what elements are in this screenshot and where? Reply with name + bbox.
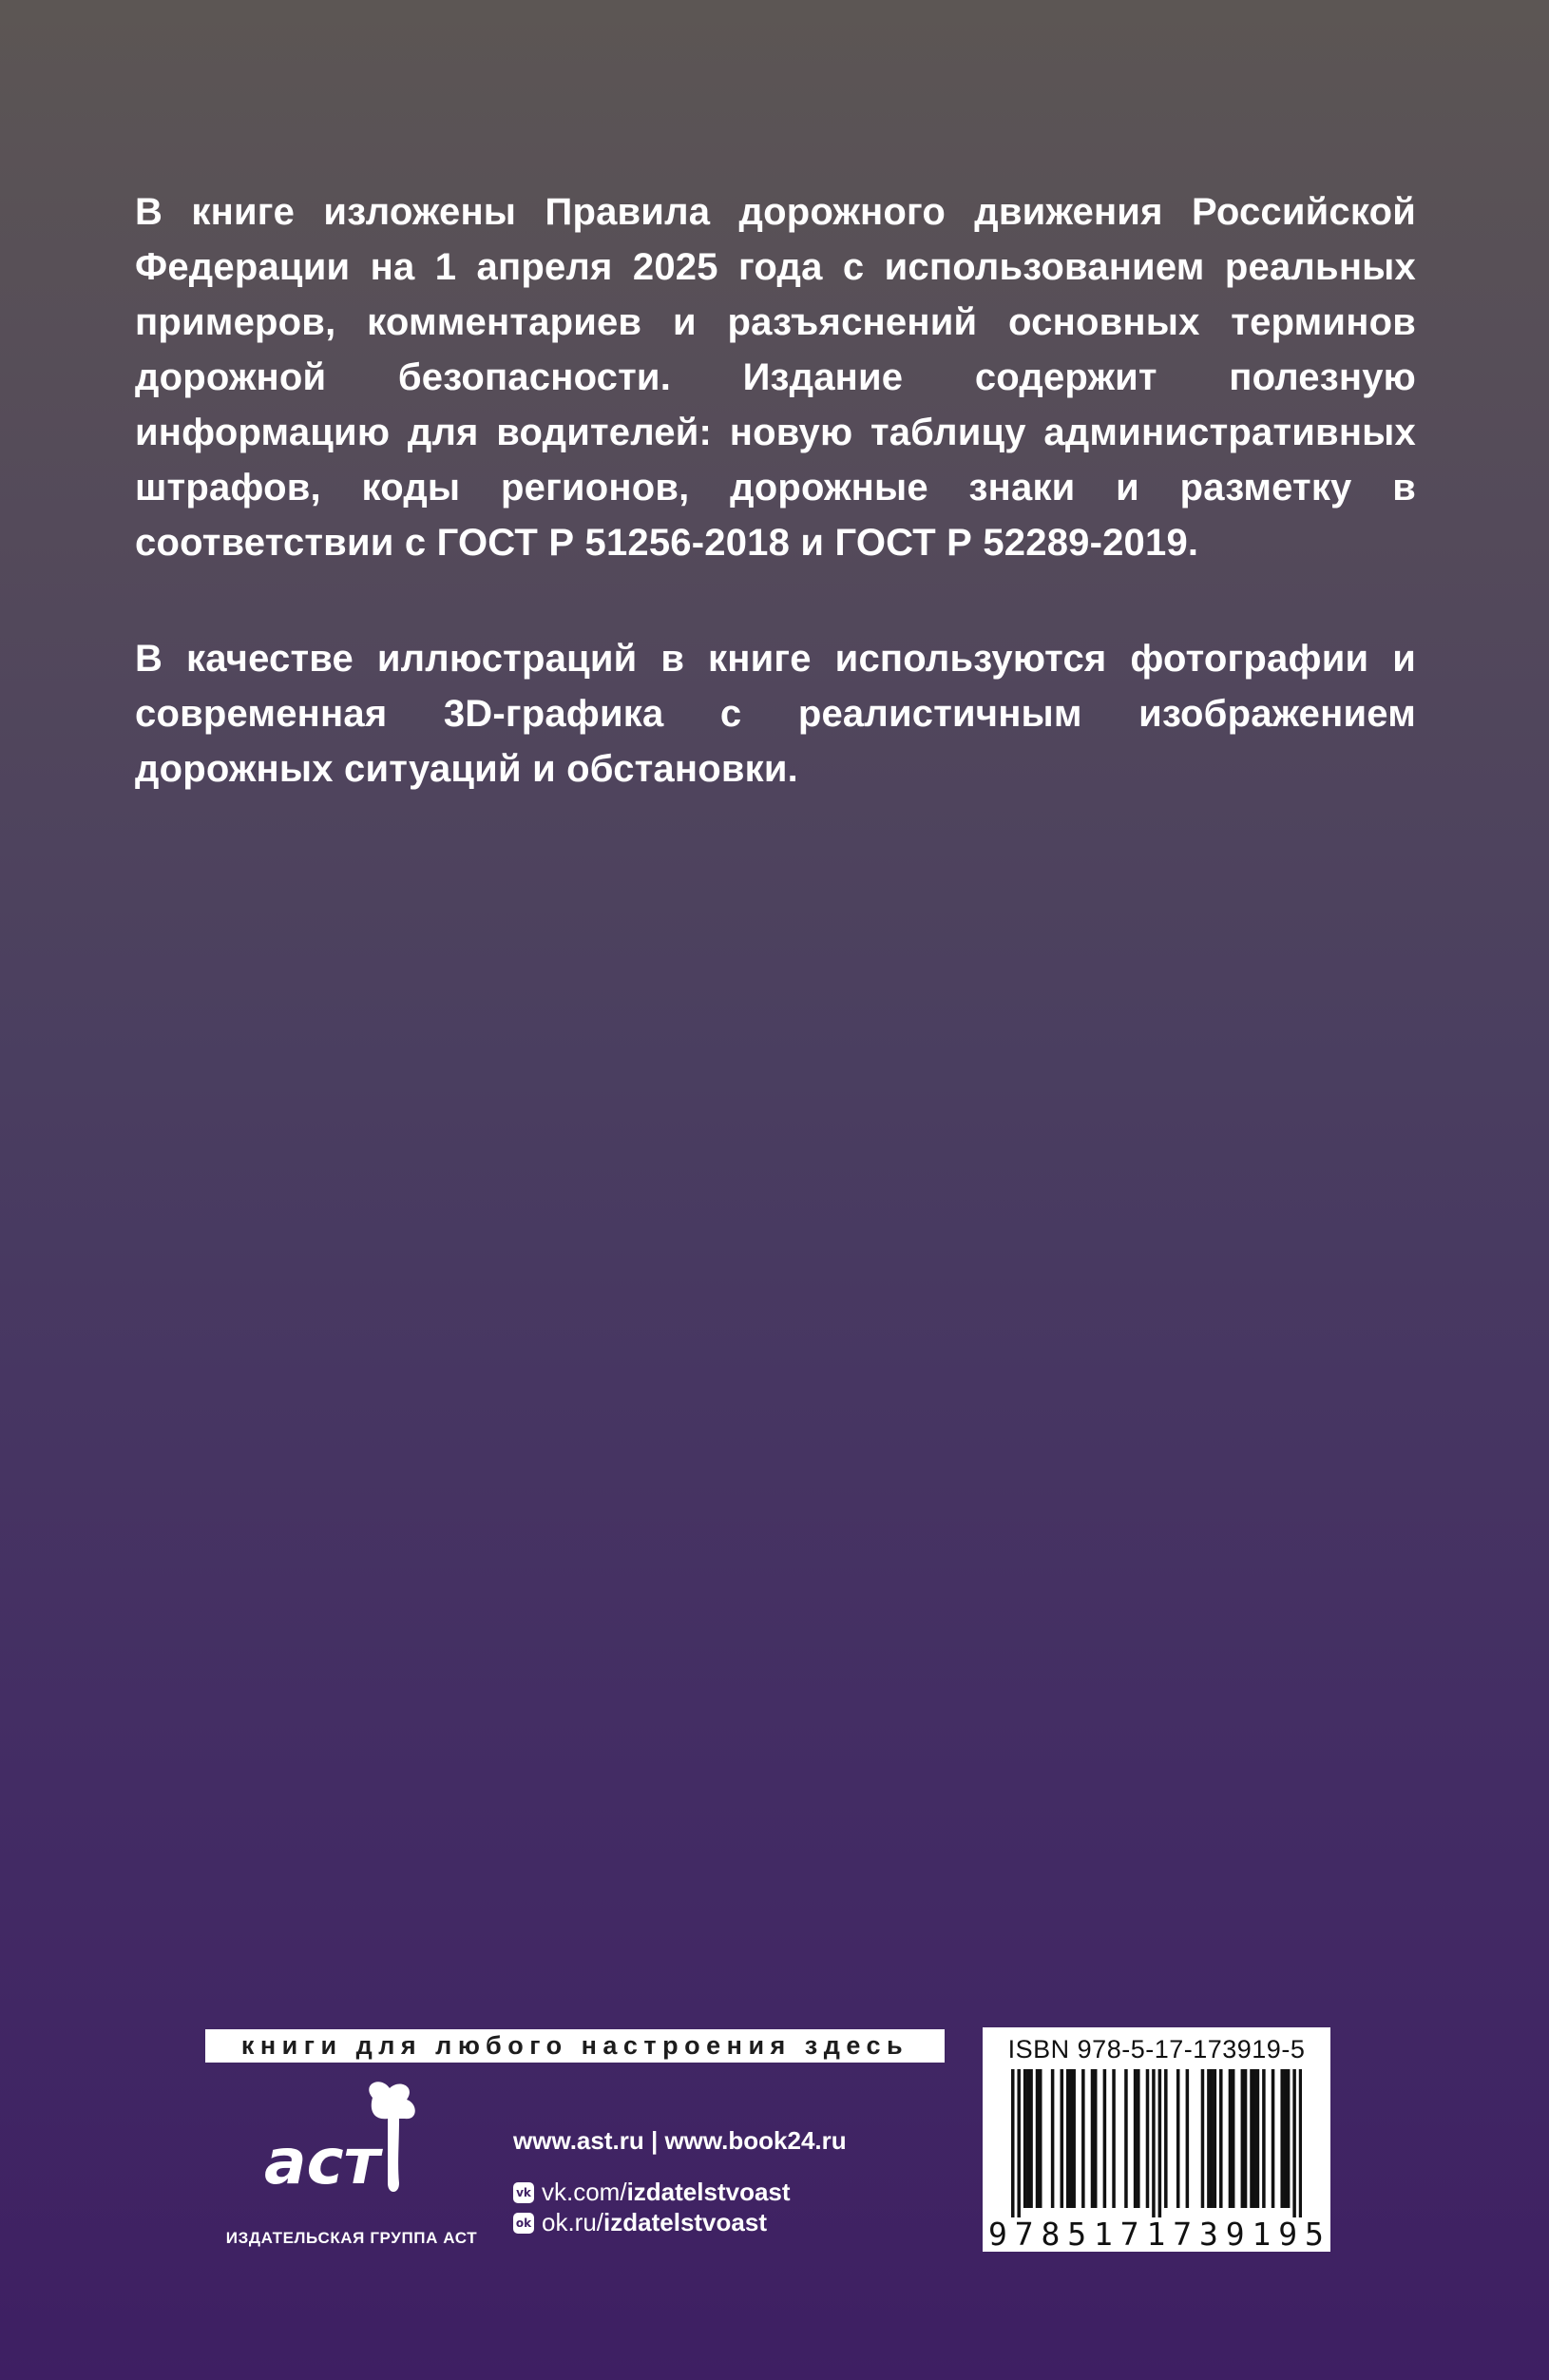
barcode-bar [1036,2069,1040,2208]
barcode-bar [1262,2069,1266,2208]
description-paragraph-2: В качестве иллюстраций в книге используются фотографии и современная 3D-графика с реалистичным изображением дорожных ситуаций и обстановки. [135,638,1416,790]
barcode-bar [1214,2069,1217,2208]
isbn-digit: 7 [1173,2216,1194,2253]
barcode-bar [1137,2069,1140,2208]
isbn-digit: 9 [988,2216,1008,2253]
vk-handle: izdatelstvoast [626,2178,791,2206]
barcode-bar [1091,2069,1095,2208]
barcode-bar [1103,2069,1107,2208]
vk-icon: vk [513,2182,534,2203]
isbn-digit: 5 [1067,2216,1088,2253]
isbn-label: ISBN 978-5-17-173919-5 [1007,2035,1306,2063]
barcode-bar [1219,2069,1223,2208]
barcode-bar [1029,2069,1033,2208]
tagline-text: книги для любого настроения здесь [240,2031,909,2060]
barcode-bar [1023,2069,1027,2208]
description-paragraph-1: В книге изложены Правила дорожного движения Российской Федерации на 1 апреля 2025 года с использованием реальных примеров, комментариев и разъяснений основных терминов дорожной безопасности. Издание содержит полезную информацию для водителей: новую таблицу административных штрафов, коды регионов, дорожные знаки и разметку в соответствии с ГОСТ Р 51256-2018 и ГОСТ Р 52289-2019. [135,191,1416,564]
barcode-bar [1072,2069,1076,2208]
barcode-bar [1134,2069,1138,2208]
barcode-bar [1250,2069,1253,2208]
ok-handle: izdatelstvoast [603,2208,767,2236]
barcode-bar [1272,2069,1275,2208]
isbn-digit: 3 [1199,2216,1219,2253]
barcode-bar [1287,2069,1291,2208]
barcode-bar [1146,2069,1150,2208]
barcode-bar [1152,2069,1156,2217]
barcode-bar [1069,2069,1073,2208]
barcode-bar [1017,2069,1021,2217]
tagline-strap [205,2029,945,2063]
barcode-bar [1026,2069,1030,2208]
barcode-bar [1051,2069,1055,2208]
isbn-digit: 5 [1305,2216,1325,2253]
barcode-bar [1066,2069,1070,2208]
barcode-bars [1011,2069,1302,2217]
barcode-bar [1256,2069,1260,2208]
isbn-digit: 9 [1225,2216,1246,2253]
isbn-digit: 8 [1041,2216,1061,2253]
isbn-digit: 1 [1094,2216,1114,2253]
barcode-bar [1253,2069,1256,2208]
isbn-digit: 7 [1119,2216,1140,2253]
vk-prefix: vk.com/ [542,2178,627,2206]
svg-text:аст: аст [264,2125,380,2198]
barcode-bar [1292,2069,1296,2217]
barcode-bar [1011,2069,1015,2217]
isbn-digit: 1 [1252,2216,1272,2253]
website-links[interactable]: www.ast.ru | www.book24.ru [513,2126,847,2155]
barcode-bar [1112,2069,1116,2208]
barcode-bar [1207,2069,1211,2208]
barcode-bar [1232,2069,1235,2208]
barcode-bar [1229,2069,1233,2208]
barcode-bar [1241,2069,1245,2208]
isbn-digits [988,2216,1325,2253]
barcode-bar [1094,2069,1098,2208]
ast-logo-icon [257,2077,447,2219]
isbn-digit: 1 [1146,2216,1167,2253]
barcode-bar [1186,2069,1190,2208]
barcode-bar [1299,2069,1302,2217]
isbn-barcode-box [983,2027,1330,2252]
barcode-bar [1158,2069,1162,2217]
ok-icon: ok [513,2213,534,2234]
barcode-bar [1081,2069,1085,2208]
publisher-name: ИЗДАТЕЛЬСКАЯ ГРУППА АСТ [225,2229,478,2247]
vk-link[interactable] [513,2178,791,2207]
isbn-digit: 9 [1278,2216,1299,2253]
barcode-bar [1039,2069,1042,2208]
barcode-bar [1201,2069,1205,2208]
barcode-bar [1280,2069,1284,2208]
barcode-bar [1061,2069,1064,2208]
barcode-bar [1176,2069,1180,2208]
barcode-bar [1164,2069,1168,2208]
isbn-digit: 7 [1014,2216,1035,2253]
barcode-bar [1244,2069,1248,2208]
barcode-bar [1124,2069,1128,2208]
ok-prefix: ok.ru/ [542,2208,604,2236]
barcode-bar [1284,2069,1288,2208]
ok-link[interactable] [513,2208,767,2237]
barcode-bar [1210,2069,1214,2208]
